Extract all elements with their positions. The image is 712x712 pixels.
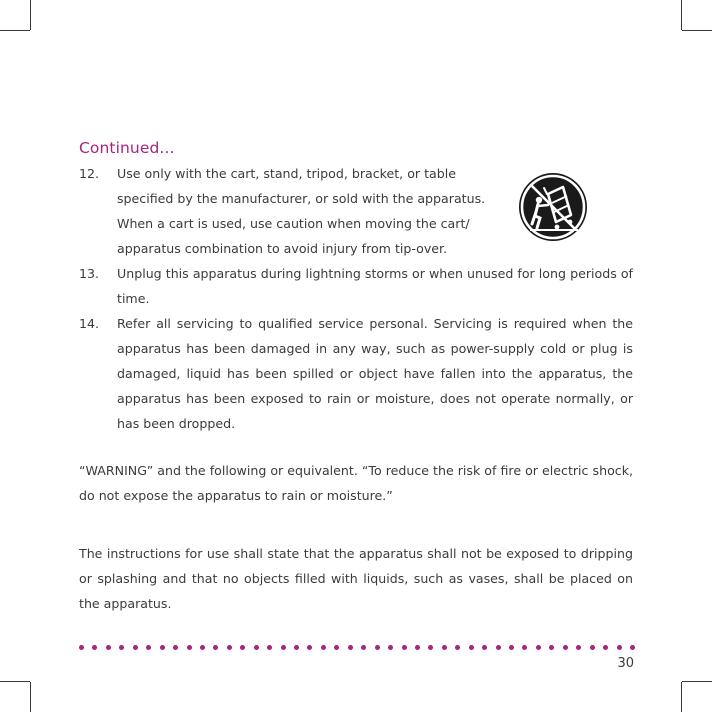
divider-dot xyxy=(630,645,635,650)
divider-dot xyxy=(361,645,366,650)
divider-dot xyxy=(79,645,84,650)
divider-dot xyxy=(617,645,622,650)
divider-dot xyxy=(482,645,487,650)
divider-dot xyxy=(92,645,97,650)
divider-dot xyxy=(334,645,339,650)
divider-dot xyxy=(536,645,541,650)
divider-dot xyxy=(509,645,514,650)
cart-tip-over-warning-icon xyxy=(518,172,588,242)
item-text: Refer all servicing to qualified service personal. Servicing is required when the apparatus has been damaged in any way, such as power-supply cold or plug is damaged, liquid has been spilled or object have fallen into the apparatus, the apparatus has been exposed to rain or moisture, does not operate normally, or has been dropped. xyxy=(117,316,633,431)
divider-dot xyxy=(133,645,138,650)
section-heading: Continued... xyxy=(79,139,175,157)
divider-dot xyxy=(106,645,111,650)
item-number: 12. xyxy=(79,166,100,181)
warning-paragraph: “WARNING” and the following or equivalent. “To reduce the risk of fire or electric shock, do not expose the apparatus to rain or moisture.” xyxy=(79,463,633,503)
divider-dot xyxy=(321,645,326,650)
divider-dot xyxy=(603,645,608,650)
dotted-divider xyxy=(79,643,635,651)
instructions-paragraph: The instructions for use shall state that the apparatus shall not be exposed to dripping or splashing and that no objects filled with liquids, such as vases, shall be placed on the apparatus. xyxy=(79,546,633,611)
divider-dot xyxy=(307,645,312,650)
item-number: 14. xyxy=(79,316,100,331)
divider-dot xyxy=(415,645,420,650)
divider-dot xyxy=(160,645,165,650)
crop-mark xyxy=(30,682,31,712)
divider-dot xyxy=(375,645,380,650)
divider-dot xyxy=(200,645,205,650)
divider-dot xyxy=(469,645,474,650)
crop-mark xyxy=(682,681,712,682)
divider-dot xyxy=(576,645,581,650)
item-text: Use only with the cart, stand, tripod, bracket, or table specified by the manufacturer, or sold with the apparatus. When a cart is used, use caution when moving the cart/ apparatus combination to avoid injury from tip-over. xyxy=(117,166,486,256)
divider-dot xyxy=(455,645,460,650)
list-item xyxy=(79,311,633,436)
divider-dot xyxy=(187,645,192,650)
crop-mark xyxy=(30,0,31,30)
list-item xyxy=(79,261,633,311)
divider-dot xyxy=(119,645,124,650)
divider-dot xyxy=(294,645,299,650)
divider-dot xyxy=(563,645,568,650)
divider-dot xyxy=(281,645,286,650)
divider-dot xyxy=(590,645,595,650)
divider-dot xyxy=(267,645,272,650)
divider-dot xyxy=(428,645,433,650)
crop-mark xyxy=(681,682,682,712)
item-text: Unplug this apparatus during lightning storms or when unused for long periods of time. xyxy=(117,266,633,306)
divider-dot xyxy=(402,645,407,650)
divider-dot xyxy=(173,645,178,650)
divider-dot xyxy=(213,645,218,650)
divider-dot xyxy=(549,645,554,650)
divider-dot xyxy=(240,645,245,650)
crop-mark xyxy=(0,30,30,31)
item-number: 13. xyxy=(79,266,100,281)
page-number: 30 xyxy=(617,656,634,671)
divider-dot xyxy=(146,645,151,650)
divider-dot xyxy=(496,645,501,650)
crop-mark xyxy=(681,0,682,30)
crop-mark xyxy=(682,30,712,31)
divider-dot xyxy=(254,645,259,650)
crop-mark xyxy=(0,681,30,682)
divider-dot xyxy=(522,645,527,650)
divider-dot xyxy=(227,645,232,650)
divider-dot xyxy=(388,645,393,650)
divider-dot xyxy=(442,645,447,650)
divider-dot xyxy=(348,645,353,650)
